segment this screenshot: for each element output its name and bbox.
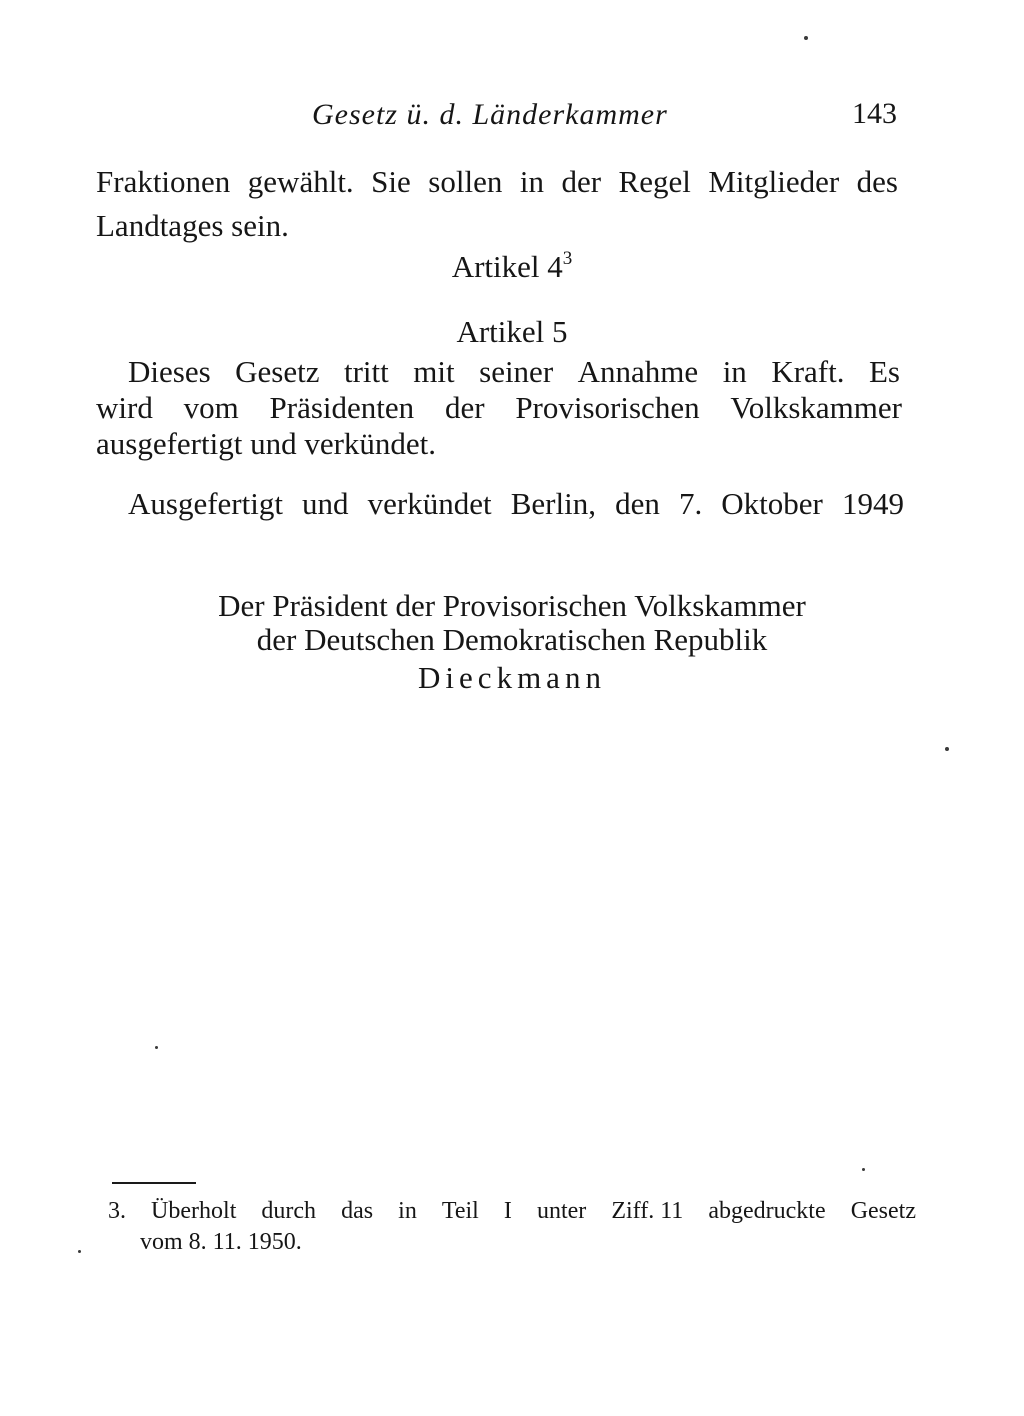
signature-line-1: Der Präsident der Provisorischen Volkskammer	[218, 588, 806, 623]
running-title: Gesetz ü. d. Länderkammer	[312, 98, 668, 131]
word: Überholt	[151, 1198, 237, 1224]
word: in	[398, 1198, 417, 1224]
promulgation-line: Ausgefertigt und verkündet Berlin, den 7. Oktober 1949	[128, 486, 904, 521]
page-number: 143	[852, 97, 897, 130]
word: gewählt.	[247, 164, 354, 199]
article-5-heading: Artikel 5	[456, 314, 568, 349]
footnote-reference: 3	[562, 248, 573, 269]
word: Präsidenten	[269, 390, 415, 425]
word: Annahme	[577, 354, 699, 389]
word: des	[856, 164, 898, 199]
word: I	[503, 1198, 512, 1224]
scan-speck	[155, 1046, 158, 1049]
word: Regel	[618, 164, 691, 199]
word: Volkskammer	[730, 390, 902, 425]
scan-speck	[78, 1250, 81, 1253]
word: in	[519, 164, 544, 199]
article-4-heading	[0, 248, 1024, 285]
article-5-line-1	[128, 354, 900, 390]
word: Mitglieder	[708, 164, 840, 199]
word: unter	[536, 1198, 587, 1224]
footnote-divider	[112, 1182, 196, 1184]
footnote-line-1	[108, 1198, 916, 1225]
article-5-line-2	[96, 390, 902, 426]
word: wird	[96, 390, 153, 425]
scan-speck	[862, 1168, 865, 1171]
word: Gesetz	[235, 354, 320, 389]
word: seiner	[479, 354, 554, 389]
signature-line-2: der Deutschen Demokratischen Republik	[256, 622, 768, 657]
word: der	[444, 390, 485, 425]
word: Fraktionen	[96, 164, 231, 199]
article-5-line-3: ausgefertigt und verkündet.	[96, 426, 437, 461]
continuation-line-2: Landtages sein.	[96, 208, 289, 243]
word: Ziff. 11	[611, 1198, 684, 1224]
word: Provisorischen	[515, 390, 700, 425]
word: Sie	[371, 164, 411, 199]
word: Gesetz	[850, 1198, 916, 1224]
word: Kraft.	[771, 354, 845, 389]
word: durch	[261, 1198, 317, 1224]
word: Es	[868, 354, 900, 389]
word: der	[561, 164, 602, 199]
signatory-name: Dieckmann	[418, 660, 606, 695]
word: Teil	[441, 1198, 479, 1224]
footnote-number: 3.	[108, 1198, 126, 1224]
word: vom	[183, 390, 239, 425]
word: das	[341, 1198, 374, 1224]
continuation-line-1	[96, 164, 898, 200]
word: sollen	[428, 164, 503, 199]
footnote-line-2: vom 8. 11. 1950.	[140, 1229, 302, 1255]
word: tritt	[344, 354, 389, 389]
word: mit	[413, 354, 455, 389]
word: abgedruckte	[708, 1198, 826, 1224]
word: Dieses	[128, 354, 211, 389]
word: in	[722, 354, 747, 389]
article-4-title: Artikel 4	[451, 249, 563, 284]
scan-speck	[945, 747, 949, 751]
scan-speck	[804, 36, 808, 40]
